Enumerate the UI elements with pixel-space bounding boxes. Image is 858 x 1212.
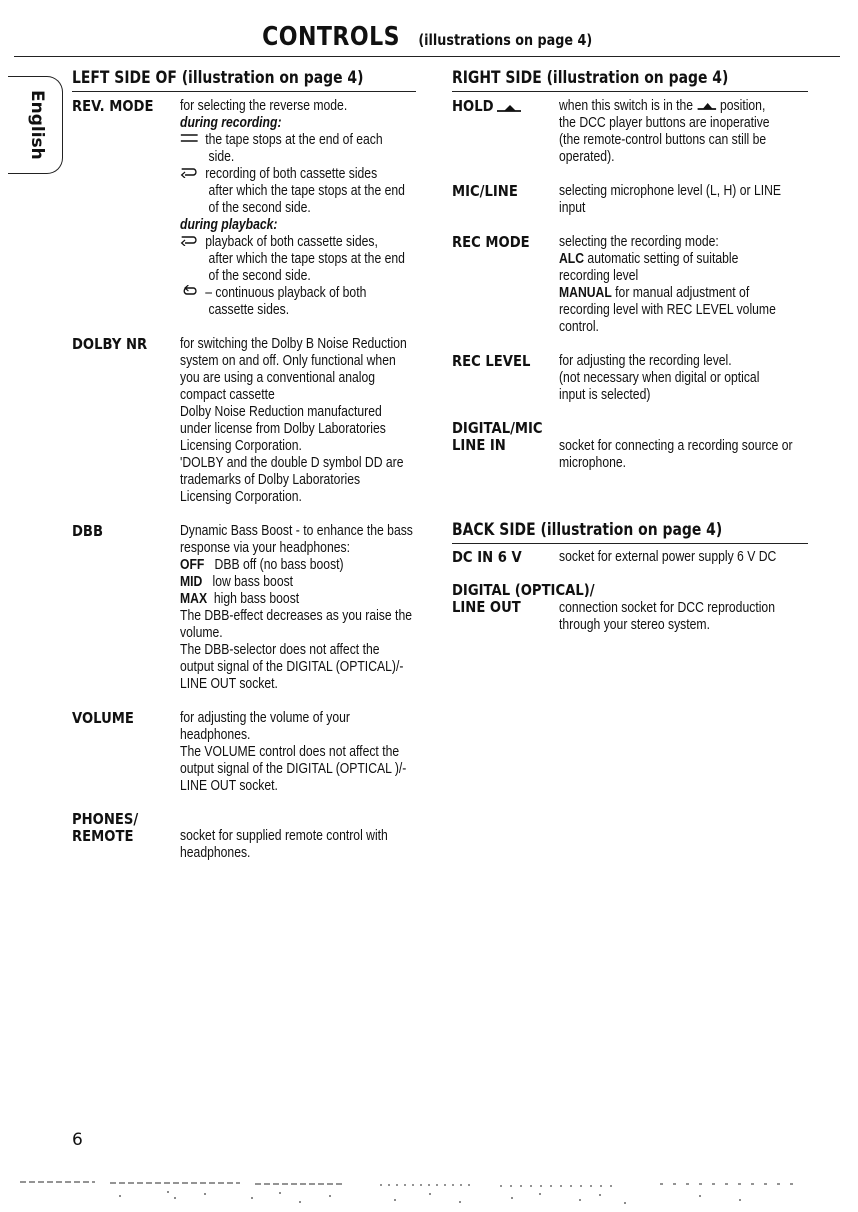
volume-description: for adjusting the volume of your headphones. The VOLUME control does not affect the output signal of the DIGITAL (OPTICAL )/- LINE OUT socket.: [180, 710, 407, 794]
hold-description: when this switch is in the position, the DCC player buttons are inoperative (the remote-control buttons can still be operated).: [559, 98, 770, 165]
dbb-term: DBB: [72, 522, 104, 540]
rec-mode-description: selecting the recording mode: ALC automatic setting of suitable recording level MANUAL for manual adjustment of recording level with REC LEVEL volume control.: [559, 234, 776, 335]
dc-in-description: socket for external power supply 6 V DC: [559, 549, 777, 565]
hold-position-icon: [696, 101, 716, 111]
mic-line-description: selecting microphone level (L, H) or LINE input: [559, 183, 782, 216]
page-number: 6: [72, 1130, 83, 1150]
rec-level-term: REC LEVEL: [452, 352, 531, 370]
dbb-description: Dynamic Bass Boost - to enhance the bass response via your headphones: OFF DBB off (no bass boost) MID low bass boost MAX high bass boost The DBB-effect decreases as you raise the volume. The DBB-selector does not affect the output signal of the DIGITAL (OPTICAL)/- LINE OUT socket.: [180, 523, 413, 692]
phones-remote-description: socket for supplied remote control with headphones.: [180, 828, 388, 861]
language-tab-label: English: [27, 90, 47, 160]
rec-mode-term: REC MODE: [452, 233, 530, 251]
reverse-once-icon: [180, 166, 205, 183]
dolby-nr-term: DOLBY NR: [72, 335, 148, 353]
rev-mode-description: for selecting the reverse mode. during recording: the tape stops at the end of each side. recording of both cassette sides after which the tape stops at the end of the second side. during playback: playback of both cassette sides, after which the tape stops at the end of the second side. – continuous playback of both cassette sides.: [180, 98, 405, 318]
left-side-heading: LEFT SIDE OF (illustration on page 4): [72, 68, 364, 88]
hold-switch-icon: [496, 101, 522, 113]
continuous-reverse-icon: [180, 285, 205, 302]
phones-remote-term: PHONES/ REMOTE: [72, 810, 139, 845]
digital-mic-description: socket for connecting a recording source or microphone.: [559, 438, 793, 471]
digital-optical-description: connection socket for DCC reproduction through your stereo system.: [559, 600, 775, 633]
reverse-once-icon-2: [180, 234, 205, 251]
rec-level-description: for adjusting the recording level. (not necessary when digital or optical input is selected): [559, 353, 760, 403]
rev-mode-term: REV. MODE: [72, 97, 154, 115]
hold-term: HOLD: [452, 97, 494, 115]
dc-in-term: DC IN 6 V: [452, 548, 522, 566]
volume-term: VOLUME: [72, 709, 134, 727]
scan-noise: [0, 1176, 858, 1212]
page-subtitle: (illustrations on page 4): [418, 31, 593, 49]
page-title-block: [0, 22, 858, 52]
tape-stop-icon: [180, 132, 205, 149]
back-side-heading: BACK SIDE (illustration on page 4): [452, 520, 723, 540]
left-heading-rule: [72, 91, 416, 92]
back-heading-rule: [452, 543, 808, 544]
mic-line-term: MIC/LINE: [452, 182, 518, 200]
title-rule: [14, 56, 840, 57]
digital-optical-term: DIGITAL (OPTICAL)/ LINE OUT: [452, 581, 595, 616]
right-heading-rule: [452, 91, 808, 92]
digital-mic-term: DIGITAL/MIC LINE IN: [452, 419, 543, 454]
right-side-heading: RIGHT SIDE (illustration on page 4): [452, 68, 729, 88]
page-title: CONTROLS: [262, 22, 401, 52]
dolby-nr-description: for switching the Dolby B Noise Reduction system on and off. Only functional when you are using a conventional analog compact cassette Dolby Noise Reduction manufactured under license from Dolby Laboratories Licensing Corporation. 'DOLBY and the double D symbol DD are trademarks of Dolby Laboratories Licensing Corporation.: [180, 336, 407, 505]
